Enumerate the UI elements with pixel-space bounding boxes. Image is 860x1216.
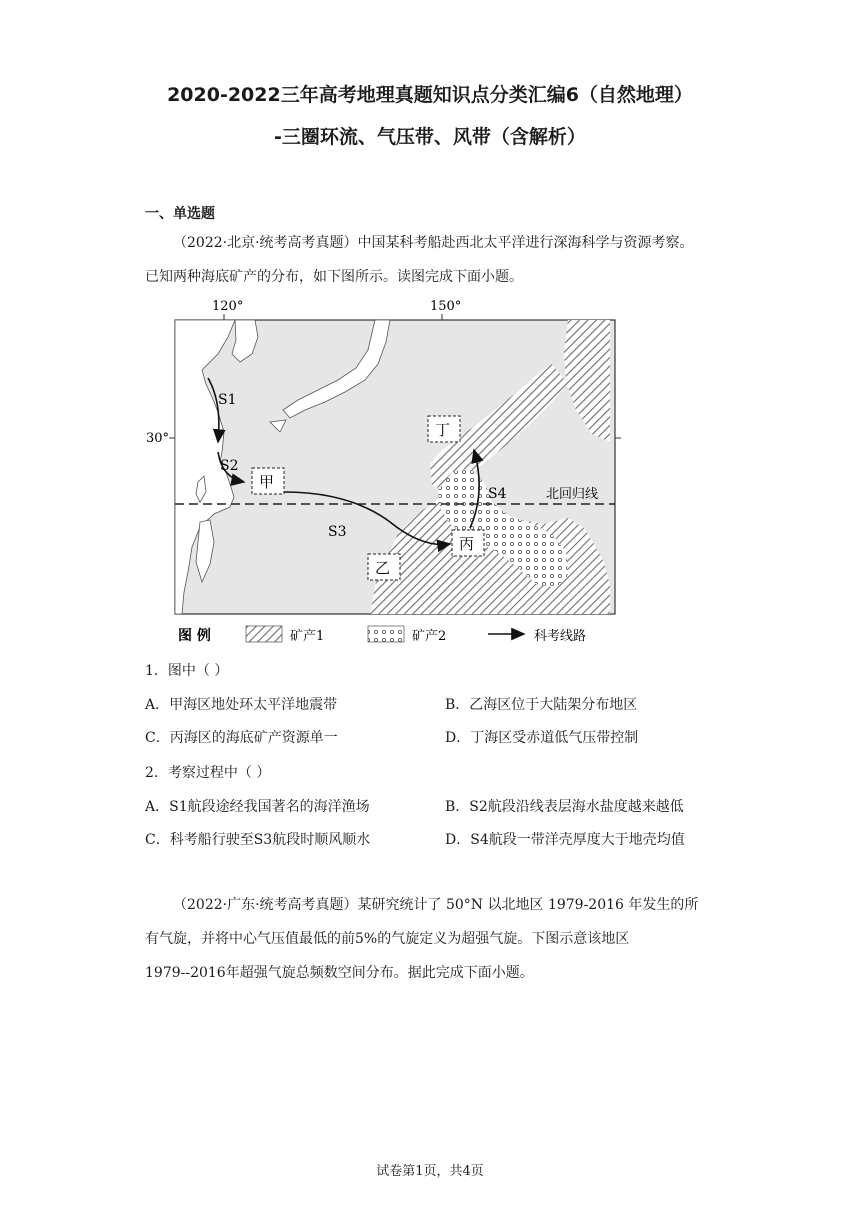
s3-label: S3 [328, 524, 347, 540]
intro-paragraph-1-line1: （2022·北京·统考高考真题）中国某科考船赴西北太平洋进行深海科学与资源考察。 [173, 235, 694, 251]
sea-area-bing-label: 丙 [459, 535, 475, 553]
question-2-option-c[interactable]: C．科考船行驶至S3航段时顺风顺水 [145, 832, 371, 848]
doc-title-line1: 2020-2022三年高考地理真题知识点分类汇编6（自然地理） [167, 84, 693, 106]
intro-paragraph-2-line1: （2022·广东·统考高考真题）某研究统计了 50°N 以北地区 1979-2016 年发生的所 [173, 897, 699, 913]
intro-paragraph-2-line3: 1979--2016年超强气旋总频数空间分布。据此完成下面小题。 [145, 965, 534, 981]
question-2-option-b[interactable]: B．S2航段沿线表层海水盐度越来越低 [445, 799, 684, 815]
legend-title: 图 例 [178, 628, 211, 644]
s2-label: S2 [220, 458, 239, 474]
intro-paragraph-2-line2: 有气旋，并将中心气压值最低的前5%的气旋定义为超强气旋。下图示意该地区 [145, 931, 630, 947]
legend-mineral1-swatch [246, 626, 282, 642]
legend-mineral2-swatch [368, 626, 404, 642]
section-heading: 一、单选题 [145, 206, 215, 222]
legend-mineral2-label: 矿产2 [412, 629, 447, 644]
question-1-option-d[interactable]: D．丁海区受赤道低气压带控制 [445, 730, 639, 746]
sea-area-jia-label: 甲 [259, 473, 275, 491]
question-2-option-a[interactable]: A．S1航段途经我国著名的海洋渔场 [145, 799, 370, 815]
legend-mineral1-label: 矿产1 [290, 629, 325, 644]
question-2-stem: 2．考察过程中（ ） [145, 765, 271, 781]
lon-150-label: 150° [430, 299, 462, 314]
doc-title-line2: -三圈环流、气压带、风带（含解析） [274, 126, 586, 148]
s4-label: S4 [488, 486, 507, 502]
question-1-option-c[interactable]: C．丙海区的海底矿产资源单一 [145, 730, 338, 746]
question-1-stem: 1．图中（ ） [145, 663, 229, 679]
intro-paragraph-1-line2: 已知两种海底矿产的分布，如下图所示。读图完成下面小题。 [145, 269, 523, 285]
page-footer: 试卷第1页，共4页 [376, 1164, 484, 1179]
ocean-mineral-map [140, 292, 640, 652]
question-1-option-b[interactable]: B．乙海区位于大陆架分布地区 [445, 697, 638, 713]
lat-30-label: 30° [146, 431, 170, 446]
sea-area-ding-label: 丁 [435, 421, 451, 439]
legend-route-label: 科考线路 [534, 629, 587, 644]
s1-label: S1 [218, 392, 237, 408]
question-1-option-a[interactable]: A．甲海区地处环太平洋地震带 [145, 697, 338, 713]
sea-area-yi-label: 乙 [375, 559, 391, 577]
question-2-option-d[interactable]: D．S4航段一带洋壳厚度大于地壳均值 [445, 832, 685, 848]
lon-120-label: 120° [212, 299, 244, 314]
tropic-label: 北回归线 [546, 487, 599, 502]
